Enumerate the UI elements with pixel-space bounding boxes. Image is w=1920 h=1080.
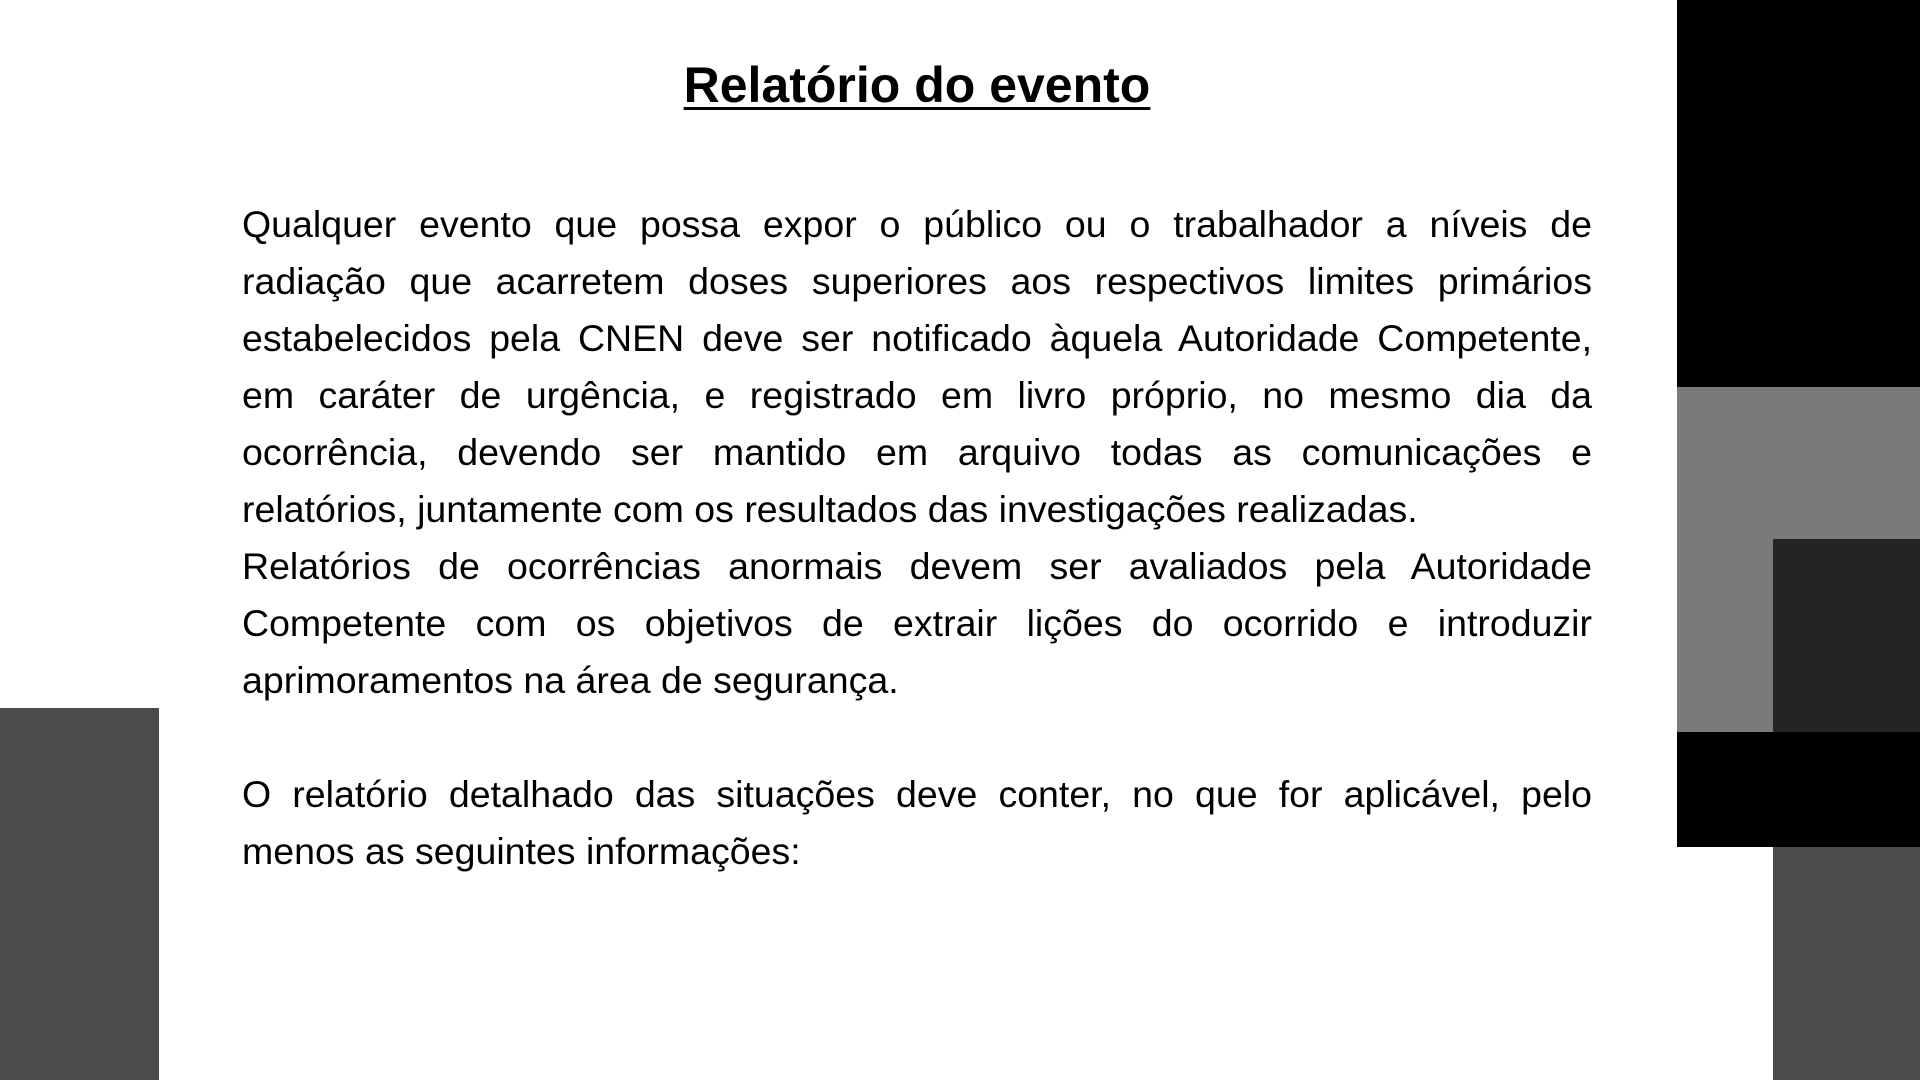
paragraph-evaluation: Relatórios de ocorrências anormais devem ser avaliados pela Autoridade Competente com os objetivos de extrair lições do ocorrido e introduzir aprimoramentos na área de segurança. <box>242 545 1592 701</box>
decorative-block-right-bottom <box>1773 847 1920 1080</box>
decorative-block-right-charcoal <box>1773 539 1920 732</box>
slide-body <box>242 196 1592 880</box>
paragraph-report-contents: O relatório detalhado das situações deve conter, no que for aplicável, pelo menos as seguintes informações: <box>242 773 1592 872</box>
slide-title: Relatório do evento <box>683 57 1151 113</box>
paragraph-notification: Qualquer evento que possa expor o público ou o trabalhador a níveis de radiação que acarretem doses superiores aos respectivos limites primários estabelecidos pela CNEN deve ser notificado àquela Autoridade Competente, em caráter de urgência, e registrado em livro próprio, no mesmo dia da ocorrência, devendo ser mantido em arquivo todas as comunicações e relatórios, juntamente com os resultados das investigações realizadas. <box>242 203 1592 530</box>
decorative-block-left <box>0 708 159 1080</box>
paragraph-spacer <box>242 709 1592 766</box>
